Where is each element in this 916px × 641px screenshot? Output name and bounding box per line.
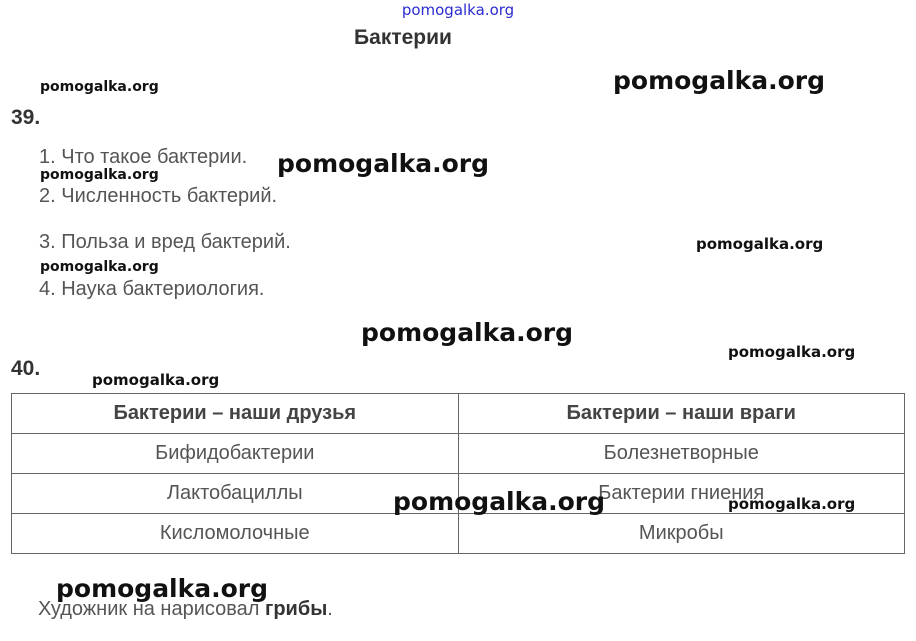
table-row	[12, 514, 905, 554]
watermark-top: pomogalka.org	[401, 1, 515, 19]
table-header-row	[12, 394, 905, 434]
watermark: pomogalka.org	[56, 574, 269, 603]
watermark: pomogalka.org	[40, 79, 159, 95]
task-39-item-3: 3. Польза и вред бактерий.	[39, 231, 291, 253]
watermark: pomogalka.org	[728, 495, 856, 513]
footer-text-end: .	[327, 598, 333, 620]
footer-text-part: Художник на нарисовал	[38, 598, 265, 620]
watermark: pomogalka.org	[40, 259, 159, 275]
task-39-item-4: 4. Наука бактериология.	[39, 278, 265, 300]
table-cell: Микробы	[458, 514, 905, 554]
watermark: pomogalka.org	[40, 167, 159, 183]
task-39-item-2: 2. Численность бактерий.	[39, 185, 278, 207]
watermark: pomogalka.org	[613, 66, 826, 95]
watermark: pomogalka.org	[393, 487, 606, 516]
task-39-number: 39.	[11, 106, 41, 129]
task-39-item-1: 1. Что такое бактерии.	[39, 146, 248, 168]
footer-text	[38, 598, 333, 621]
table-cell: Лактобациллы	[12, 474, 459, 514]
table-cell: Болезнетворные	[458, 434, 905, 474]
header-friends: Бактерии – наши друзья	[12, 394, 459, 434]
table-cell: Бактерии гниения	[458, 474, 905, 514]
header-enemies: Бактерии – наши враги	[458, 394, 905, 434]
watermark: pomogalka.org	[728, 343, 856, 361]
watermark: pomogalka.org	[277, 149, 490, 178]
page-title: Бактерии	[354, 26, 452, 49]
watermark: pomogalka.org	[361, 318, 574, 347]
table-cell: Кисломолочные	[12, 514, 459, 554]
table-row	[12, 434, 905, 474]
footer-bold-word: грибы	[265, 598, 328, 620]
watermark: pomogalka.org	[92, 371, 220, 389]
watermark: pomogalka.org	[696, 235, 824, 253]
table-cell: Бифидобактерии	[12, 434, 459, 474]
bacteria-table	[11, 393, 905, 554]
task-40-number: 40.	[11, 357, 41, 380]
